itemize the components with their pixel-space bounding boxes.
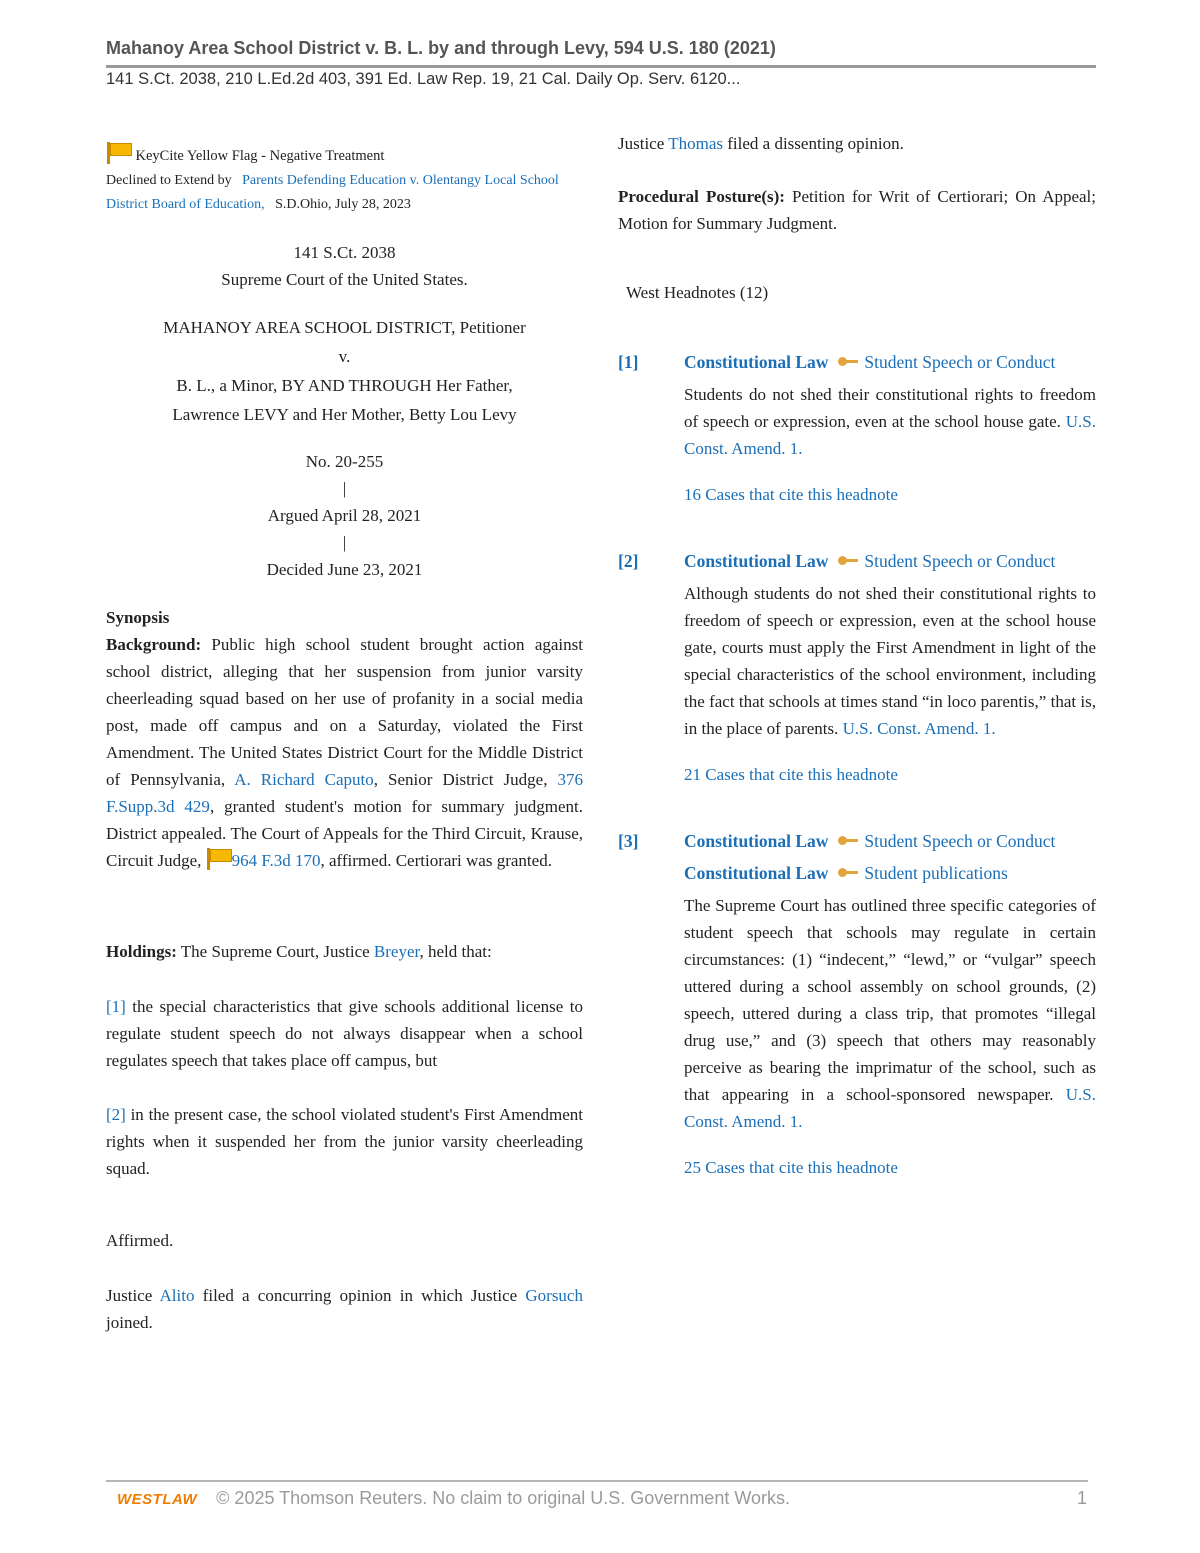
respondent-line-2: Lawrence LEVY and Her Mother, Betty Lou Levy [172,405,517,424]
posture-text: Petition for Writ of Certiorari; On Appeal; Motion for Summary Judgment. [618,187,1097,233]
right-column [618,130,1096,1181]
disposition: Affirmed. [106,1231,174,1250]
headnote-2 [618,548,1096,788]
background-text: , granted student's motion for summary judgment. District appealed. The Court of Appeals for the Third Circuit, Krause, Circuit Judge, [106,797,583,870]
constitution-link[interactable]: U.S. Const. Amend. 1. [684,1085,1096,1131]
justice-alito-link[interactable]: Alito [159,1286,195,1305]
key-number-icon [838,357,858,367]
constitution-link[interactable]: U.S. Const. Amend. 1. [842,719,996,738]
background-text: Public high school student brought action against school district, alleging that her suspension from junior varsity cheerleading squad based on her use of profanity in a social media post, made off campus and on a Saturday, violated the First Amendment. The United States District Court for the Middle District of Pennsylvania, [106,635,583,789]
citing-cases-link[interactable]: 25 Cases that cite this headnote [684,1158,898,1177]
topic-link[interactable]: Constitutional Law [684,551,829,571]
decided-date: Decided June 23, 2021 [266,560,423,579]
justice-thomas-link[interactable]: Thomas [668,134,723,153]
headnote-topic [684,548,1096,575]
keycite-block [106,142,583,217]
argued-date: Argued April 28, 2021 [267,506,422,525]
headnote-text [684,381,1096,462]
petitioner: MAHANOY AREA SCHOOL DISTRICT, Petitioner [163,318,526,337]
headnote-number[interactable]: [2] [618,551,639,571]
parallel-citations: 141 S.Ct. 2038, 210 L.Ed.2d 403, 391 Ed. Law Rep. 19, 21 Cal. Daily Op. Serv. 6120... [106,70,741,88]
reporter-citation: 141 S.Ct. 2038 [293,243,396,262]
topic-link[interactable]: Constitutional Law [684,831,829,851]
subtopic-link[interactable]: Student Speech or Conduct [864,551,1056,571]
subtopic-link[interactable]: Student Speech or Conduct [864,352,1056,372]
headnote-topic [684,828,1096,855]
page-number: 1 [1076,1488,1087,1508]
yellow-flag-icon[interactable] [206,848,232,870]
background-text: , Senior District Judge, [373,770,558,789]
holdings-section [106,938,583,1336]
synopsis-section [106,604,583,874]
citing-cases-link[interactable]: 16 Cases that cite this headnote [684,485,898,504]
dissent-text: filed a dissenting opinion. [723,134,904,153]
justice-gorsuch-link[interactable]: Gorsuch [525,1286,583,1305]
respondent-line-1: B. L., a Minor, BY AND THROUGH Her Father, [176,376,513,395]
footer-divider [106,1480,1088,1482]
concurrence-text: filed a concurring opinion in which Justice [194,1286,526,1305]
headnote-body [684,828,1096,1181]
synopsis-background [106,631,583,874]
posture-label: Procedural Posture(s): [618,187,785,206]
holding-1-headnote-link[interactable]: [1] [106,997,126,1016]
separator: | [342,533,347,552]
headnotes-list [618,349,1096,1181]
fsupp-citation-link[interactable]: 376 F.Supp.3d 429 [106,770,583,816]
docket-number: No. 20-255 [305,452,384,471]
justice-breyer-link[interactable]: Breyer [373,942,420,961]
west-headnotes-heading: West Headnotes (12) [626,283,769,302]
dissent-note [618,130,1096,157]
headnote-text-body: The Supreme Court has outlined three specific categories of student speech that schools may regulate in certain circumstances: (1) “indecent,” “lewd,” or “vulgar” speech uttered during a school assembly on school grounds, (2) speech, uttered during a class trip, that promotes “illegal drug use,” and (3) speech that others may reasonably perceive as bearing the imprimatur of the school, such as that appearing in a school-sponsored newspaper. [684,896,1096,1104]
background-label: Background: [106,635,202,654]
procedural-posture [618,183,1096,237]
keycite-title: KeyCite Yellow Flag - Negative Treatment [135,148,385,164]
headnote-3 [618,828,1096,1181]
court-name: Supreme Court of the United States. [221,270,468,289]
headnote-topic [684,860,1096,887]
background-text: , affirmed. Certiorari was granted. [320,851,552,870]
page-footer [117,1488,1087,1509]
key-number-icon [838,868,858,878]
document-title: Mahanoy Area School District v. B. L. by and through Levy, 594 U.S. 180 (2021) [106,38,776,58]
concurrence-note [106,1282,583,1336]
holdings-text: The Supreme Court, Justice [176,942,374,961]
key-number-icon [838,556,858,566]
separator: | [342,479,347,498]
versus: v. [338,347,351,366]
topic-link[interactable]: Constitutional Law [684,863,829,883]
left-column [106,142,583,1336]
copyright-notice: © 2025 Thomson Reuters. No claim to original U.S. Government Works. [216,1488,791,1508]
holding-text: the special characteristics that give schools additional license to regulate student speech do not always disappear when a school regulates speech that takes place off campus, but [106,997,583,1070]
headnote-text-body: Students do not shed their constitutional rights to freedom of speech or expression, even at the school house gate. [684,385,1096,431]
headnote-text [684,892,1096,1135]
westlaw-logo: WESTLAW [117,1491,198,1508]
topic-link[interactable]: Constitutional Law [684,352,829,372]
headnote-text [684,580,1096,742]
keycite-case-link[interactable]: Parents Defending Education v. Olentangy Local School District Board of Education, [106,173,559,212]
case-caption [106,239,583,583]
key-number-icon [838,836,858,846]
holding-text: in the present case, the school violated student's First Amendment rights when it suspended her from the junior varsity cheerleading squad. [106,1105,583,1178]
yellow-flag-icon[interactable] [106,142,132,164]
concurrence-text: joined. [106,1313,153,1332]
page-header [106,36,1096,89]
holdings-label: Holdings: [106,942,177,961]
subtopic-link[interactable]: Student Speech or Conduct [864,831,1056,851]
citing-cases-link[interactable]: 21 Cases that cite this headnote [684,765,898,784]
constitution-link[interactable]: U.S. Const. Amend. 1. [684,412,1096,458]
holdings-text: , held that: [419,942,492,961]
keycite-court-date: S.D.Ohio, July 28, 2023 [275,197,411,212]
judge-link[interactable]: A. Richard Caputo [234,770,374,789]
concurrence-text: Justice [106,1286,160,1305]
headnote-body [684,548,1096,788]
header-divider [106,65,1096,68]
headnote-number[interactable]: [3] [618,831,639,851]
holding-2 [106,1101,583,1182]
headnote-body [684,349,1096,508]
holding-1 [106,993,583,1074]
holdings-intro [106,938,583,965]
subtopic-link[interactable]: Student publications [864,863,1008,883]
headnote-text-body: Although students do not shed their constitutional rights to freedom of speech or expression, even at the school house gate, courts must apply the First Amendment in light of the special characteristics of the school environment, including the fact that schools at times stand “in loco parentis,” that is, in the place of parents. [684,584,1096,738]
dissent-text: Justice [618,134,669,153]
headnote-topic [684,349,1096,376]
headnote-1 [618,349,1096,508]
synopsis-heading: Synopsis [106,608,170,627]
headnote-number[interactable]: [1] [618,352,639,372]
holding-2-headnote-link[interactable]: [2] [106,1105,126,1124]
keycite-treatment: Declined to Extend by [106,173,232,188]
f3d-citation-link[interactable]: 964 F.3d 170 [231,851,321,870]
